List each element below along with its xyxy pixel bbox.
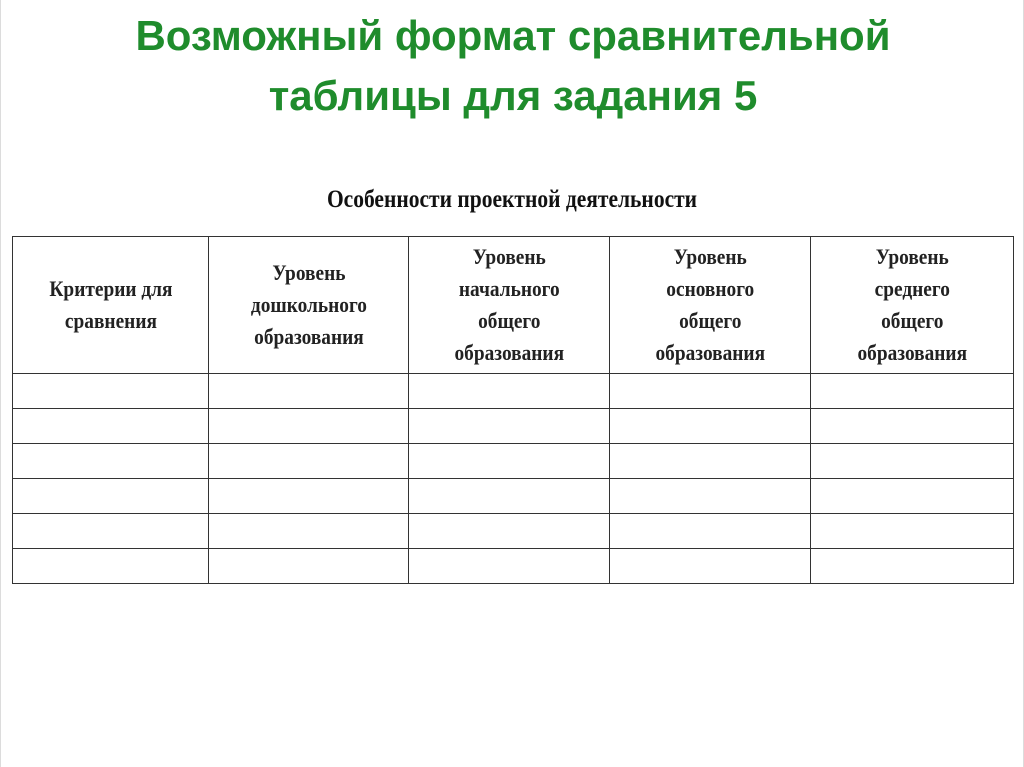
table-caption: Особенности проектной деятельности — [326, 186, 698, 213]
header-basic: Уровень основного общего образования — [610, 237, 811, 374]
slide-title-line-2: таблицы для задания 5 — [268, 72, 758, 119]
table-cell — [811, 514, 1014, 549]
table-row — [13, 549, 1014, 584]
slide-title-line-1: Возможный формат сравнительной — [135, 12, 891, 59]
table-cell — [209, 514, 409, 549]
table-cell — [409, 514, 610, 549]
table-cell — [13, 409, 209, 444]
table-header-row — [13, 237, 1014, 374]
table-cell — [13, 514, 209, 549]
table-cell — [610, 514, 811, 549]
comparison-table — [12, 236, 1014, 584]
table-row — [13, 374, 1014, 409]
table-cell — [610, 409, 811, 444]
table-cell — [209, 479, 409, 514]
table-cell — [811, 444, 1014, 479]
slide-title — [21, 6, 1005, 126]
table-cell — [209, 549, 409, 584]
table-cell — [610, 374, 811, 409]
table-cell — [811, 409, 1014, 444]
table-cell — [610, 549, 811, 584]
table-row — [13, 479, 1014, 514]
table-row — [13, 444, 1014, 479]
table-cell — [209, 444, 409, 479]
table-cell — [610, 479, 811, 514]
table-cell — [13, 444, 209, 479]
table-cell — [409, 374, 610, 409]
table-cell — [209, 374, 409, 409]
table-row — [13, 409, 1014, 444]
table-cell — [209, 409, 409, 444]
header-secondary: Уровень среднего общего образования — [811, 237, 1014, 374]
header-criteria: Критерии для сравнения — [13, 237, 209, 374]
table-cell — [811, 549, 1014, 584]
table-cell — [409, 479, 610, 514]
table-cell — [409, 549, 610, 584]
table-cell — [610, 444, 811, 479]
header-preschool: Уровень дошкольного образования — [209, 237, 409, 374]
table-row — [13, 514, 1014, 549]
table-cell — [13, 549, 209, 584]
table-cell — [13, 374, 209, 409]
header-primary: Уровень начального общего образования — [409, 237, 610, 374]
table-cell — [13, 479, 209, 514]
table-cell — [811, 479, 1014, 514]
table-cell — [409, 444, 610, 479]
table-cell — [811, 374, 1014, 409]
table-cell — [409, 409, 610, 444]
